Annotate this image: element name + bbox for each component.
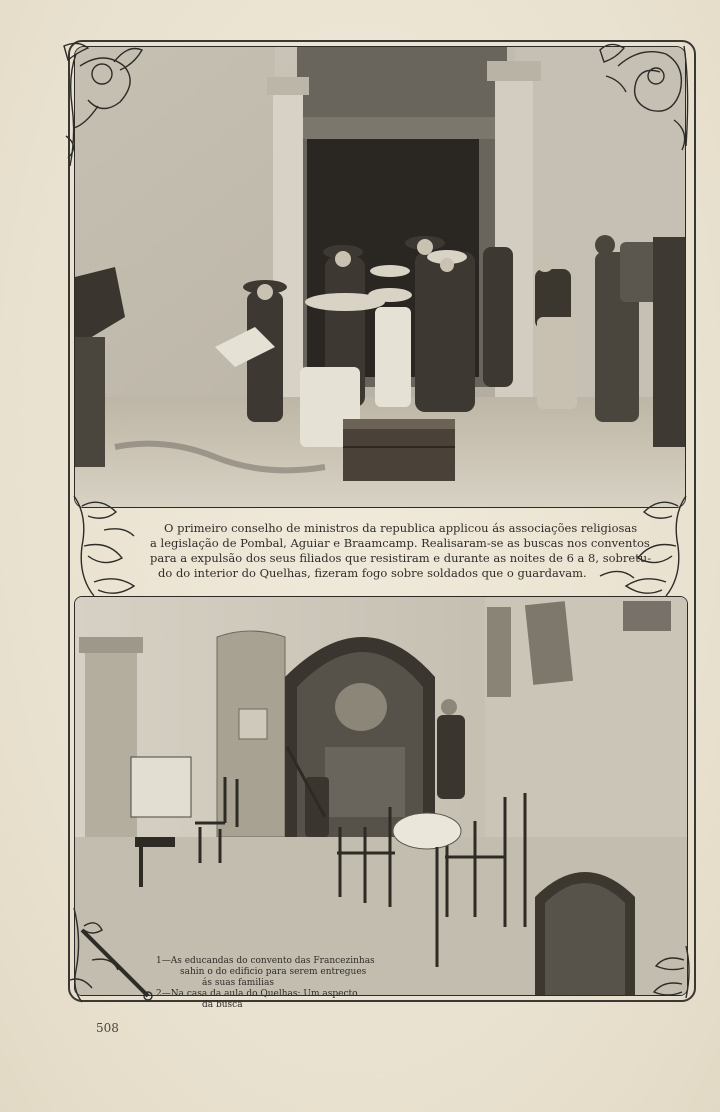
main-caption-line: para a expulsão dos seus filiados que resistiram e durante as noites de 6 a 8, sobretu- (150, 551, 652, 565)
photo-classroom-search (74, 596, 688, 996)
photo-caption-line: 2—Na casa da aula do Quelhas: Um aspecto (156, 989, 358, 999)
main-caption-line: a legislação de Pombal, Aguiar e Braamcamp. Realisaram-se as buscas nos conventos (150, 536, 650, 550)
photo-classroom-search-image (75, 597, 687, 995)
photo-caption-line: da busca (202, 1000, 243, 1010)
main-caption-line: O primeiro conselho de ministros da republica applicou ás associações religiosas (164, 521, 638, 535)
floral-ornament-top-left-icon (58, 36, 150, 186)
photo-caption-line: sahin o do edificio para serem entregues (180, 967, 367, 977)
main-caption-line: do do interior do Quelhas, fizeram fogo sobre soldados que o guardavam. (158, 566, 587, 580)
page-number: 508 (96, 1021, 119, 1035)
photo-caption-line: ás suas familias (202, 978, 274, 988)
photo-captions (156, 956, 396, 1011)
floral-ornament-top-right-icon (590, 36, 696, 166)
floral-ornament-bottom-left-icon (62, 900, 162, 1008)
floral-ornament-bottom-right-icon (646, 940, 700, 1004)
main-caption (150, 521, 652, 581)
photo-caption-line: 1—As educandas do convento das Francezinhas (156, 956, 375, 966)
